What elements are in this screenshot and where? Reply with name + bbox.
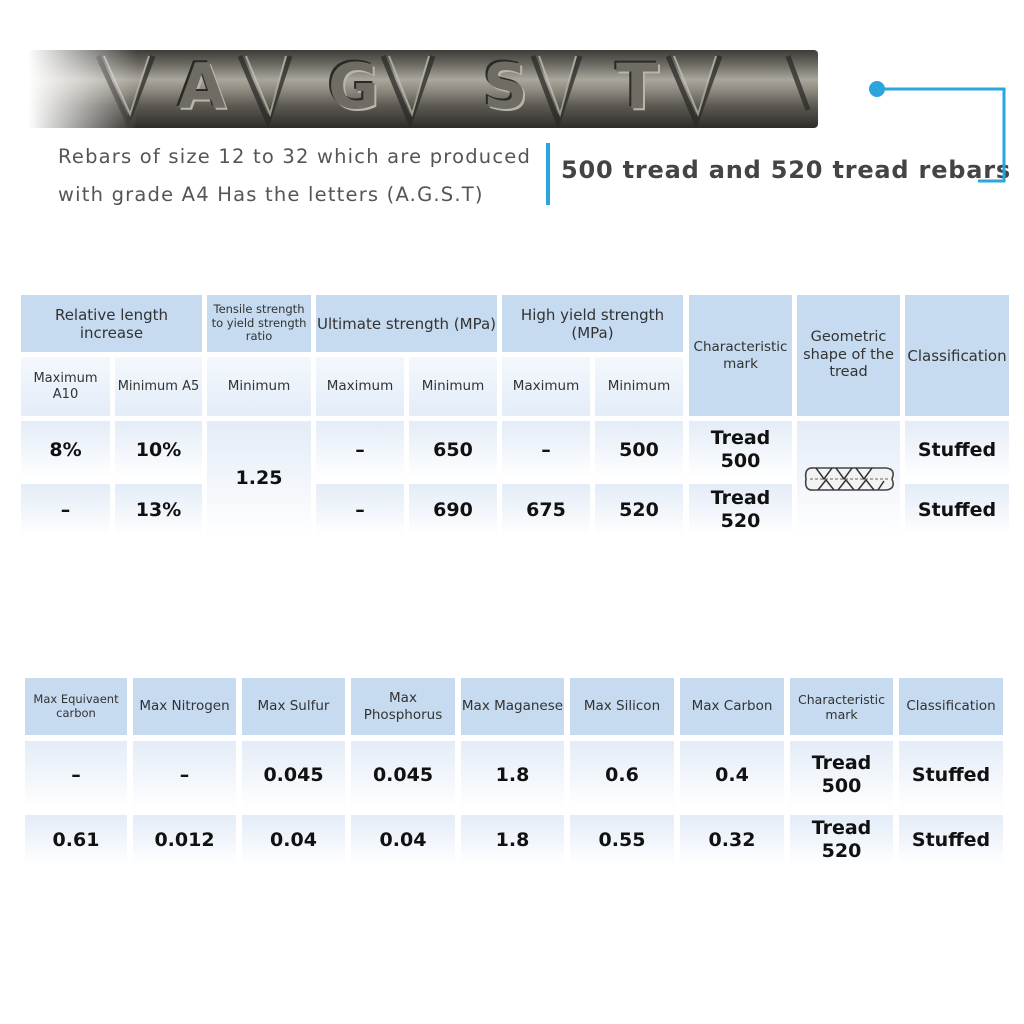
rebar-letter-t: T <box>616 50 659 123</box>
caption-divider <box>546 143 550 205</box>
t2-row2-eq-carbon: 0.61 <box>25 815 127 865</box>
caption-text <box>58 138 538 214</box>
rebar-letter-s: S <box>483 50 528 123</box>
row2-characteristic-mark: Tread 520 <box>689 484 792 536</box>
geometric-shape-cell <box>797 421 900 536</box>
subheader-min-a5: Minimum A5 <box>115 357 202 416</box>
row1-ultimate-min: 650 <box>409 421 497 479</box>
header-classification: Classification <box>905 295 1009 416</box>
t2-row1-nitrogen: – <box>133 741 236 809</box>
header-characteristic-mark: Characteristic mark <box>689 295 792 416</box>
t2-row1-carbon: 0.4 <box>680 741 784 809</box>
row1-classification: Stuffed <box>905 421 1009 479</box>
subheader-ultimate-max: Maximum <box>316 357 404 416</box>
header-max-equivalent-carbon: Max Equivaent carbon <box>25 678 127 735</box>
t2-row1-eq-carbon: – <box>25 741 127 809</box>
t2-row1-classification: Stuffed <box>899 741 1003 809</box>
tensile-ratio-value: 1.25 <box>207 421 311 536</box>
connector-line-icon <box>868 80 1006 184</box>
subtitle: 500 tread and 520 tread rebars <box>561 156 1011 184</box>
t2-row2-manganese: 1.8 <box>461 815 564 865</box>
t2-row2-classification: Stuffed <box>899 815 1003 865</box>
header-classification-2: Classification <box>899 678 1003 735</box>
t2-row2-characteristic-mark: Tread 520 <box>790 815 893 865</box>
t2-row2-carbon: 0.32 <box>680 815 784 865</box>
subheader-high-yield-max: Maximum <box>502 357 590 416</box>
row2-min-a5: 13% <box>115 484 202 536</box>
t2-row2-nitrogen: 0.012 <box>133 815 236 865</box>
row2-ultimate-min: 690 <box>409 484 497 536</box>
subheader-high-yield-min: Minimum <box>595 357 683 416</box>
header-max-sulfur: Max Sulfur <box>242 678 345 735</box>
t2-row1-silicon: 0.6 <box>570 741 674 809</box>
row1-min-a5: 10% <box>115 421 202 479</box>
subheader-ultimate-min: Minimum <box>409 357 497 416</box>
t2-row2-phosphorus: 0.04 <box>351 815 455 865</box>
row2-ultimate-max: – <box>316 484 404 536</box>
rebar-letter-g: G <box>328 50 379 123</box>
t2-row2-silicon: 0.55 <box>570 815 674 865</box>
rebar-tread-icon <box>802 459 896 499</box>
header-relative-length: Relative length increase <box>21 295 202 352</box>
t2-row1-manganese: 1.8 <box>461 741 564 809</box>
header-geometric-shape: Geometric shape of the tread <box>797 295 900 416</box>
t2-row2-sulfur: 0.04 <box>242 815 345 865</box>
header-tensile-ratio: Tensile strength to yield strength ratio <box>207 295 311 352</box>
row1-max-a10: 8% <box>21 421 110 479</box>
rebar-photo <box>28 50 818 128</box>
row2-high-yield-min: 520 <box>595 484 683 536</box>
header-characteristic-mark-2: Characteristic mark <box>790 678 893 735</box>
header-max-manganese: Max Maganese <box>461 678 564 735</box>
t2-row1-characteristic-mark: Tread 500 <box>790 741 893 809</box>
header-high-yield: High yield strength (MPa) <box>502 295 683 352</box>
caption-line-1: Rebars of size 12 to 32 which are produced <box>58 145 532 168</box>
subheader-tensile-min: Minimum <box>207 357 311 416</box>
row2-classification: Stuffed <box>905 484 1009 536</box>
header-max-carbon: Max Carbon <box>680 678 784 735</box>
rebar-letter-a: A <box>178 50 226 123</box>
caption-line-2: with grade A4 Has the letters (A.G.S.T) <box>58 183 484 206</box>
subheader-max-a10: Maximum A10 <box>21 357 110 416</box>
row2-high-yield-max: 675 <box>502 484 590 536</box>
row1-high-yield-max: – <box>502 421 590 479</box>
header-max-phosphorus: Max Phosphorus <box>351 678 455 735</box>
header-max-nitrogen: Max Nitrogen <box>133 678 236 735</box>
t2-row1-sulfur: 0.045 <box>242 741 345 809</box>
header-max-silicon: Max Silicon <box>570 678 674 735</box>
row1-ultimate-max: – <box>316 421 404 479</box>
header-ultimate-strength: Ultimate strength (MPa) <box>316 295 497 352</box>
row2-max-a10: – <box>21 484 110 536</box>
t2-row1-phosphorus: 0.045 <box>351 741 455 809</box>
row1-characteristic-mark: Tread 500 <box>689 421 792 479</box>
rebar-ribs <box>28 50 818 128</box>
row1-high-yield-min: 500 <box>595 421 683 479</box>
